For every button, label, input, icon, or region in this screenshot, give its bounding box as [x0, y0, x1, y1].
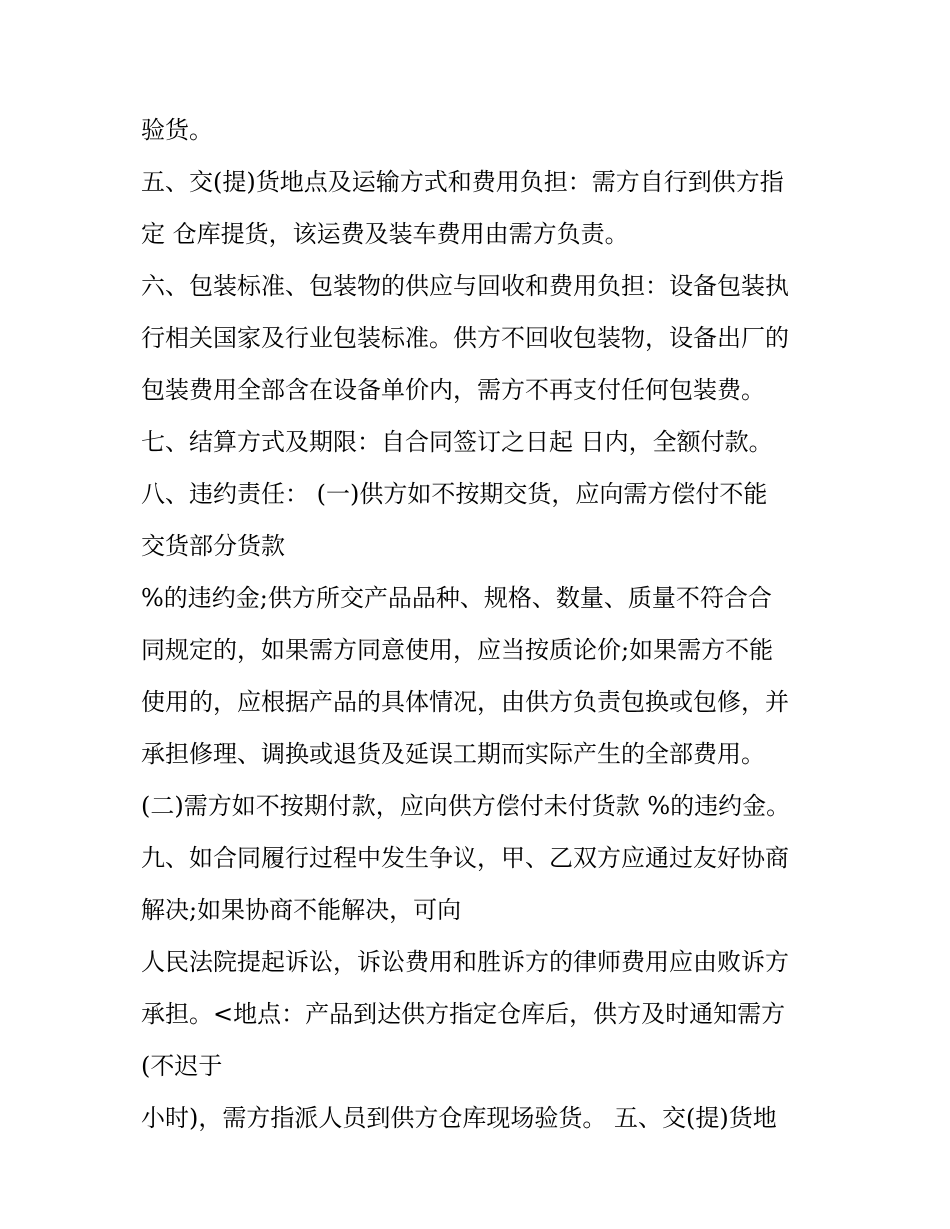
text-line: 七、结算方式及期限：自合同签订之日起 日内，全额付款。: [141, 428, 773, 456]
text-line: (二)需方如不按期付款，应向供方偿付未付货款 %的违约金。: [141, 792, 791, 820]
text-line: 承担修理、调换或退货及延误工期而实际产生的全部费用。: [141, 740, 765, 768]
text-line: 承担。<地点：产品到达供方指定仓库后，供方及时通知需方: [141, 1000, 786, 1028]
text-line: 使用的，应根据产品的具体情况，由供方负责包换或包修，并: [141, 688, 789, 716]
text-line: 五、交(提)货地点及运输方式和费用负担：需方自行到供方指: [141, 168, 784, 196]
contract-text-body: [141, 104, 821, 1144]
text-line: 包装费用全部含在设备单价内，需方不再支付任何包装费。: [141, 376, 765, 404]
text-line: %的违约金;供方所交产品品种、规格、数量、质量不符合合: [141, 584, 772, 612]
text-line: 定 仓库提货，该运费及装车费用由需方负责。: [141, 220, 629, 248]
text-line: 人民法院提起诉讼，诉讼费用和胜诉方的律师费用应由败诉方: [141, 948, 789, 976]
text-line: 解决;如果协商不能解决，可向: [141, 896, 462, 924]
text-line: 六、包装标准、包装物的供应与回收和费用负担：设备包装执: [141, 272, 789, 300]
text-line: 小时)，需方指派人员到供方仓库现场验货。 五、交(提)货地: [141, 1104, 777, 1132]
text-line: 验货。: [141, 116, 213, 144]
text-line: 行相关国家及行业包装标准。供方不回收包装物，设备出厂的: [141, 324, 789, 352]
text-line: (不迟于: [141, 1052, 223, 1080]
text-line: 交货部分货款: [141, 532, 285, 560]
text-line: 同规定的，如果需方同意使用，应当按质论价;如果需方不能: [141, 636, 774, 664]
text-line: 八、违约责任： (一)供方如不按期交货，应向需方偿付不能: [141, 480, 768, 508]
text-line: 九、如合同履行过程中发生争议，甲、乙双方应通过友好协商: [141, 844, 789, 872]
